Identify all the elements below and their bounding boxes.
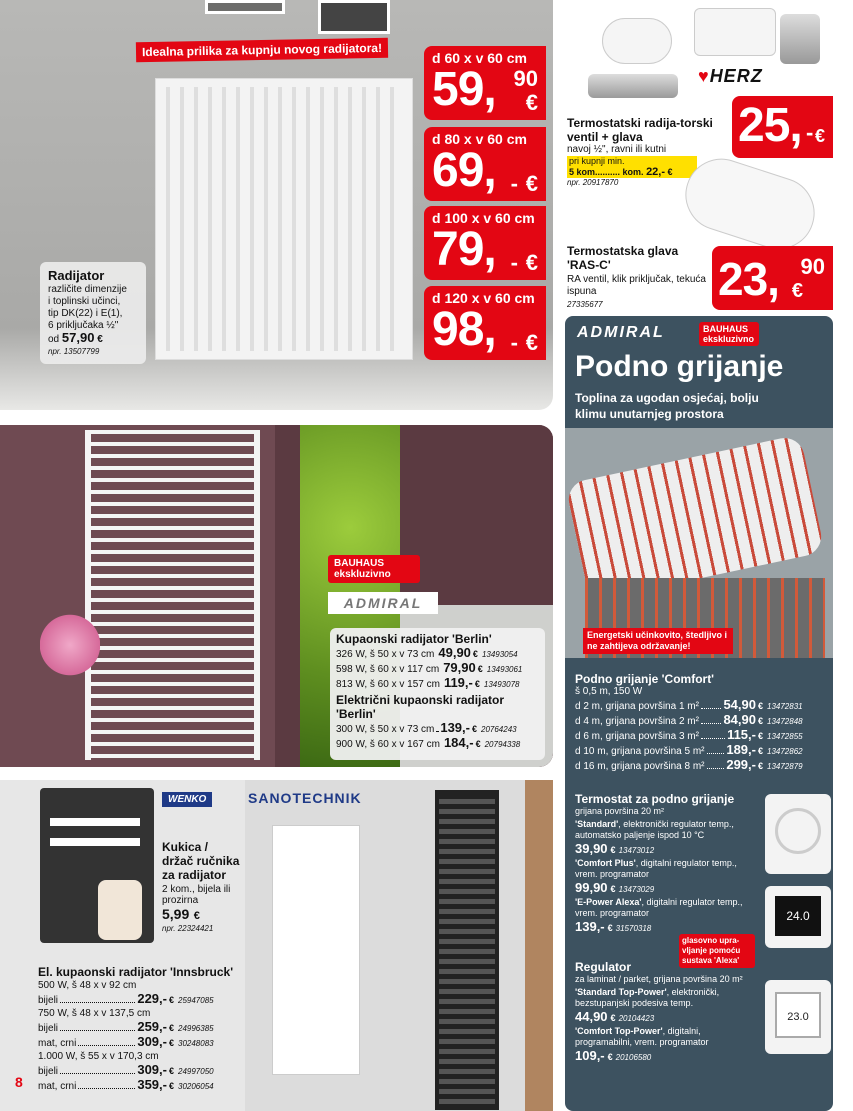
info-sku: npr. 13507799: [48, 347, 100, 356]
row-price: 309,-: [137, 1062, 167, 1077]
product-price-line: [575, 1048, 757, 1063]
hook-image: [40, 788, 154, 943]
price-main: 25,: [738, 99, 802, 152]
bauhaus-exclusive: BAUHAUS ekskluzivno: [334, 558, 391, 580]
valve-title: Termostatski radija-torski ventil + glava: [567, 116, 713, 144]
valve-sku: npr. 20917870: [567, 178, 619, 187]
product-name: 'Comfort Plus': [575, 858, 636, 868]
price-box-120: [424, 286, 546, 360]
row-sku: 13472848: [767, 717, 803, 726]
thermostat-dial-image: [765, 794, 831, 874]
price-row: [38, 992, 236, 1007]
product-name: 'Standard Top-Power': [575, 987, 667, 997]
row-sku: 30206054: [178, 1082, 214, 1091]
row-label: 813 W, š 60 x v 157 cm: [336, 679, 440, 690]
info-price: 57,90: [61, 330, 95, 345]
herz-logo: [698, 66, 763, 87]
wall-picture: [205, 0, 285, 14]
row-eur: €: [757, 746, 763, 756]
price-dec: 90: [800, 254, 825, 279]
admiral-logo: ADMIRAL: [577, 324, 665, 341]
row-dots: [60, 1066, 135, 1074]
promo-banner: Idealna prilika za kupnju novog radijatora!: [136, 38, 388, 62]
hook-desc: 2 kom., bijela ili prozirna: [162, 884, 231, 906]
product-eur: €: [610, 884, 616, 894]
product-sku: 20106580: [615, 1053, 652, 1062]
row-eur: €: [477, 664, 483, 674]
heart-icon: ♥: [698, 66, 710, 86]
exclusive-badge: [699, 322, 759, 346]
price-dec: -: [806, 120, 814, 145]
comfort-spec: š 0,5 m, 150 W: [575, 686, 643, 697]
price-row: [336, 661, 539, 676]
row-eur: €: [168, 995, 174, 1005]
efficiency-badge: Energetski učinkovito, štedljivo i ne zahtijeva održavanje!: [583, 628, 733, 654]
thermo-sku: 27335677: [567, 300, 603, 309]
row-sku: 30248083: [178, 1039, 214, 1048]
product-sku: 20104423: [618, 1014, 655, 1023]
product-eur: €: [607, 1052, 613, 1062]
thermo-desc: RA ventil, klik priključak, tekuća ispuna: [567, 274, 706, 297]
price-main: 59,: [432, 63, 496, 116]
row-label: 300 W, š 50 x v 73 cm: [336, 724, 435, 735]
white-radiator-image: [272, 825, 360, 1075]
radiator-info: [40, 262, 146, 364]
row-label: d 6 m, grijana površina 3 m²: [575, 731, 699, 742]
hook-title: Kukica / držač ručnika za radijator: [162, 840, 240, 882]
product-eur: €: [610, 1013, 616, 1023]
row-eur: €: [757, 716, 763, 726]
row-eur: €: [168, 1081, 174, 1091]
e-power-thermostat-image: [765, 886, 831, 948]
innsbruck-panel: [0, 780, 553, 1111]
exclusive-badge: [328, 555, 420, 583]
row-dots: [436, 724, 438, 732]
valve-image-2: [694, 8, 776, 56]
group-spec: 1.000 W, š 55 x v 170,3 cm: [38, 1051, 159, 1062]
bulk-price: 22,-: [646, 166, 666, 178]
price-row: [575, 713, 825, 728]
thermostat-display: 24.0: [775, 896, 821, 936]
regulator-display: 23.0: [775, 992, 821, 1038]
product-text: , elektronički, bezstupanjski podesiva temp.: [575, 987, 720, 1008]
product-eur: €: [610, 845, 616, 855]
row-eur: €: [471, 724, 477, 734]
sanotechnik-logo: SANOTECHNIK: [248, 790, 362, 806]
row-price: 299,-: [726, 757, 756, 772]
regulator-image: [765, 980, 831, 1054]
price-row: [336, 736, 539, 751]
bulk-unit: kom.: [622, 167, 644, 177]
product-price-line: [575, 880, 757, 895]
row-price: 259,-: [137, 1019, 167, 1034]
thermostat-title: Termostat za podno grijanje: [575, 792, 735, 806]
row-label: d 2 m, grijana površina 1 m²: [575, 701, 699, 712]
price-row: [336, 646, 539, 661]
row-label: 900 W, š 60 x v 167 cm: [336, 739, 440, 750]
product-price: 139,-: [575, 919, 605, 934]
valve-desc: navoj ½", ravni ili kutni: [567, 144, 667, 155]
product-text: , digitalni regulator temp., vrem. programator: [575, 858, 737, 879]
row-label: 326 W, š 50 x v 73 cm: [336, 649, 435, 660]
hook-price: 5,99: [162, 906, 190, 922]
heating-mat-image: [565, 428, 833, 658]
wood-panel: [525, 780, 553, 1111]
row-eur: €: [757, 731, 763, 741]
floor-subtitle: Toplina za ugodan osjećaj, bolju klimu unutarnjeg prostora: [575, 391, 759, 421]
row-label: 598 W, š 60 x v 117 cm: [336, 664, 440, 675]
bulk-line2: 5 kom.: [569, 167, 598, 177]
row-dots: [701, 716, 721, 724]
product-text: , digitalni, programabilni, vrem. programator: [575, 1026, 709, 1047]
price-dec: -: [510, 330, 518, 355]
price-dec: 90: [513, 66, 538, 91]
row-dots: [701, 701, 721, 709]
row-dots: [60, 995, 135, 1003]
valve-bulk: pri kupnji min. 5 kom.......... kom. 22,- €: [567, 156, 697, 178]
product-eur: €: [607, 923, 613, 933]
row-price: 309,-: [137, 1034, 167, 1049]
row-label: bijeli: [38, 1066, 59, 1077]
product-price-line: [575, 919, 757, 934]
info-line: različite dimenzije: [48, 284, 127, 295]
group-spec: 750 W, š 48 x v 137,5 cm: [38, 1008, 151, 1019]
group-spec: 500 W, š 48 x v 92 cm: [38, 980, 137, 991]
product-name: 'Standard': [575, 819, 619, 829]
row-label: bijeli: [38, 995, 59, 1006]
product-price: 109,-: [575, 1048, 605, 1063]
innsbruck-title: El. kupaonski radijator 'Innsbruck': [38, 965, 234, 979]
row-eur: €: [168, 1023, 174, 1033]
price-eur: €: [814, 126, 825, 146]
comfort-info: [575, 672, 825, 773]
row-sku: 24996385: [178, 1024, 214, 1033]
thermostat-head-image: [676, 149, 824, 258]
page-number: 8: [15, 1074, 23, 1090]
row-price: 115,-: [727, 727, 756, 742]
product-sku: 13473029: [618, 885, 655, 894]
row-sku: 13472855: [767, 732, 803, 741]
row-dots: [707, 746, 725, 754]
regulator-info: [575, 960, 757, 1063]
price-row: [575, 758, 825, 773]
row-label: mat, crni: [38, 1038, 77, 1049]
orchid-image: [40, 605, 100, 685]
herz-brand: HERZ: [709, 66, 763, 86]
bulk-eur: €: [667, 167, 673, 177]
alexa-badge: glasovno upra-vljanje pomoću sustava 'Alexa': [679, 934, 755, 968]
price-dim: d 120 x v 60 cm: [432, 290, 535, 306]
info-from: od: [48, 334, 60, 345]
row-dots: [78, 1081, 135, 1089]
innsbruck-info: [38, 965, 236, 1093]
product-desc: [575, 987, 757, 1009]
row-eur: €: [757, 701, 763, 711]
row-sku: 13493061: [486, 665, 523, 674]
product-sku: 13473012: [618, 846, 655, 855]
product-name: 'Comfort Top-Power': [575, 1026, 663, 1036]
row-sku: 24997050: [178, 1067, 214, 1076]
row-sku: 20794338: [484, 740, 521, 749]
row-eur: €: [474, 679, 480, 689]
row-price: 184,-: [443, 735, 474, 750]
row-eur: €: [168, 1066, 174, 1076]
row-dots: [707, 761, 725, 769]
row-price: 54,90: [723, 697, 756, 712]
row-price: 229,-: [137, 991, 167, 1006]
price-dim: d 100 x v 60 cm: [432, 210, 535, 226]
valve-price-box: [732, 96, 833, 158]
product-desc: [575, 819, 757, 841]
thermo-info: [567, 244, 707, 309]
product-sku: 31570318: [615, 924, 652, 933]
floor-title: Podno grijanje: [575, 350, 784, 383]
bathroom-panel: [0, 425, 553, 767]
info-title: Radijator: [48, 268, 105, 283]
row-price: 139,-: [440, 720, 470, 735]
product-desc: [575, 897, 757, 919]
row-dots: [78, 1038, 135, 1046]
thermo-title: Termostatska glava 'RAS-C': [567, 244, 679, 272]
price-main: 98,: [432, 303, 496, 356]
info-eur: €: [97, 334, 103, 345]
row-eur: €: [168, 1038, 174, 1048]
price-dim: d 60 x v 60 cm: [432, 50, 527, 66]
thermostat-spec: grijana površina 20 m²: [575, 806, 665, 816]
row-label: d 4 m, grijana površina 2 m²: [575, 716, 699, 727]
row-eur: €: [472, 649, 478, 659]
row-sku: 13472879: [767, 762, 803, 771]
product-price: 39,90: [575, 841, 608, 856]
row-price: 359,-: [137, 1077, 167, 1092]
product-price: 44,90: [575, 1009, 608, 1024]
radiator-panel: [0, 0, 553, 410]
towel-radiator-image: [85, 430, 260, 760]
price-box-100: [424, 206, 546, 280]
product-price-line: [575, 841, 757, 856]
row-sku: 25947085: [178, 996, 214, 1005]
black-radiator-image: [435, 790, 499, 1110]
price-eur: €: [525, 90, 538, 115]
price-box-60: [424, 46, 546, 120]
row-eur: €: [475, 739, 481, 749]
product-text: , digitalni regulator temp., vrem. programator: [575, 897, 743, 918]
comfort-title: Podno grijanje 'Comfort': [575, 672, 715, 686]
info-line: 6 priključaka ½": [48, 320, 119, 331]
price-row: [38, 1078, 236, 1093]
floor-heating-panel: [565, 316, 833, 1111]
price-row: [575, 743, 825, 758]
row-sku: 13472831: [767, 702, 803, 711]
row-price: 49,90: [438, 645, 471, 660]
product-text: , elektronički regulator temp., automatsko paljenje ispod 10 °C: [575, 819, 734, 840]
row-label: d 16 m, grijana površina 8 m²: [575, 761, 705, 772]
product-name: 'E-Power Alexa': [575, 897, 642, 907]
row-sku: 20764243: [481, 725, 517, 734]
price-row: [575, 728, 825, 743]
wenko-logo: WENKO: [162, 792, 212, 807]
regulator-title: Regulator: [575, 960, 632, 974]
row-dots: [701, 731, 725, 739]
regulator-spec: za laminat / parket, grijana površina 20 m²: [575, 974, 743, 984]
row-sku: 13472862: [767, 747, 803, 756]
row-label: bijeli: [38, 1023, 59, 1034]
price-box-80: [424, 127, 546, 201]
row-price: 84,90: [723, 712, 756, 727]
price-dec: -: [510, 171, 518, 196]
row-price: 79,90: [443, 660, 476, 675]
info-line: tip DK(22) i E(1),: [48, 308, 123, 319]
row-eur: €: [757, 761, 763, 771]
price-row: [38, 1035, 236, 1050]
price-eur: €: [525, 250, 538, 275]
product-desc: [575, 1026, 757, 1048]
row-label: mat, crni: [38, 1081, 77, 1092]
price-main: 69,: [432, 144, 496, 197]
hook-info: [162, 840, 242, 933]
price-eur: €: [791, 280, 803, 302]
row-dots: [60, 1023, 135, 1031]
admiral-logo: ADMIRAL: [328, 592, 438, 614]
info-line: i toplinski učinci,: [48, 296, 121, 307]
price-row: [575, 698, 825, 713]
price-main: 79,: [432, 223, 496, 276]
product-price: 99,90: [575, 880, 608, 895]
radiator-image: [155, 78, 413, 360]
row-price: 189,-: [726, 742, 756, 757]
price-row: [336, 721, 539, 736]
row-label: d 10 m, grijana površina 5 m²: [575, 746, 705, 757]
product-price-line: [575, 1009, 757, 1024]
price-row: [38, 1020, 236, 1035]
price-dec: -: [510, 250, 518, 275]
hook-sku: npr. 22324421: [162, 924, 214, 933]
valve-fitting-image: [780, 14, 820, 64]
berlin-electric-title: Električni kupaonski radijator 'Berlin': [336, 693, 505, 721]
price-row: [38, 1063, 236, 1078]
price-eur: €: [525, 330, 538, 355]
price-dim: d 80 x v 60 cm: [432, 131, 527, 147]
wall-picture: [318, 0, 390, 34]
price-row: [336, 676, 539, 691]
berlin-title: Kupaonski radijator 'Berlin': [336, 632, 492, 646]
row-sku: 13493054: [481, 650, 518, 659]
row-price: 119,-: [443, 675, 473, 690]
thermostat-info: [575, 792, 757, 934]
price-eur: €: [525, 171, 538, 196]
thermo-price-box: [712, 246, 833, 310]
berlin-info: [330, 628, 545, 760]
bauhaus-exclusive: BAUHAUS ekskluzivno: [703, 324, 755, 344]
row-sku: 13493078: [483, 680, 520, 689]
valve-image: [580, 18, 680, 108]
hook-eur: €: [193, 910, 200, 922]
price-main: 23,: [718, 253, 779, 305]
bulk-line1: pri kupnji min.: [569, 156, 625, 166]
product-desc: [575, 858, 757, 880]
